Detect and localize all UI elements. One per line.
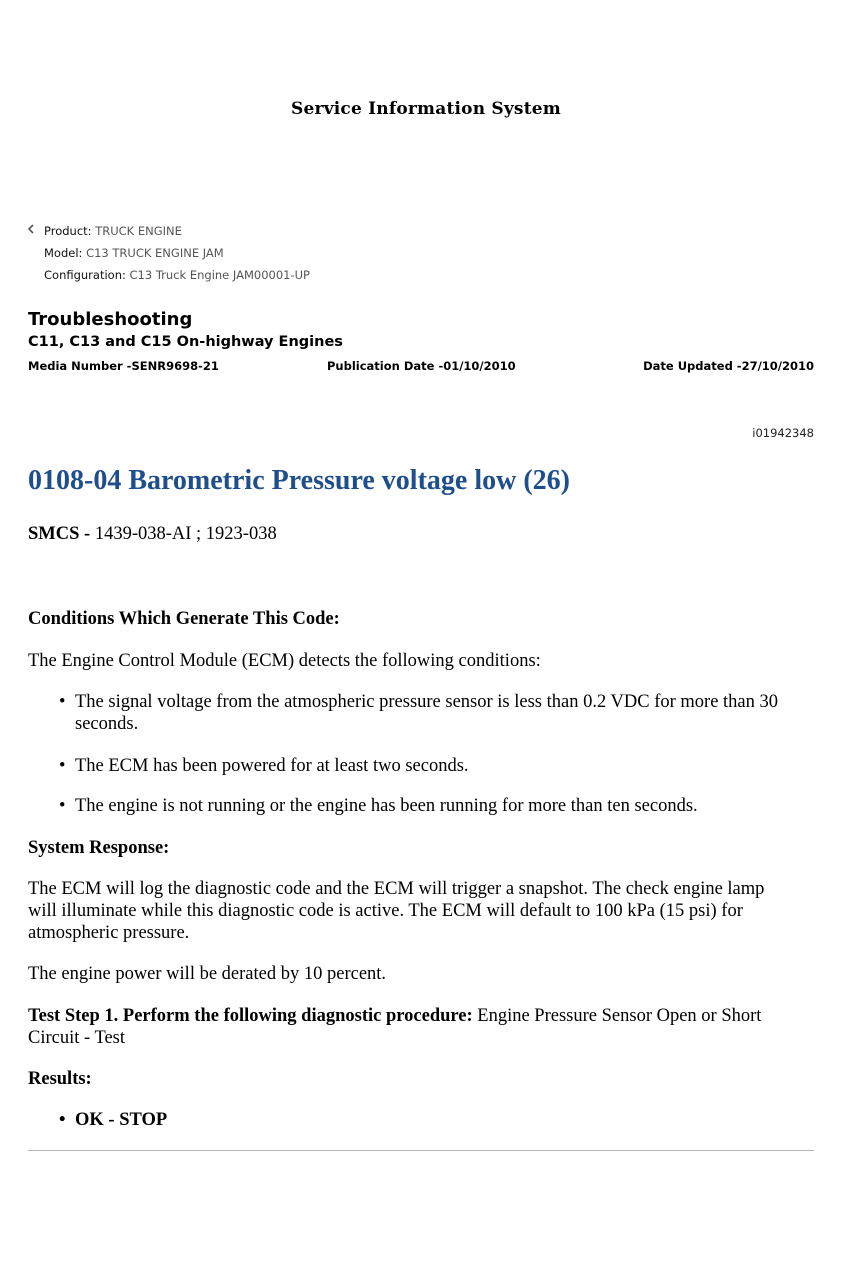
configuration-value: C13 Truck Engine JAM00001-UP <box>129 268 310 282</box>
bullet-icon: • <box>59 756 66 776</box>
list-item-text: The engine is not running or the engine has been running for more than ten seconds. <box>75 796 698 816</box>
media-number: Media Number -SENR9698-21 <box>28 359 219 373</box>
bullet-icon: • <box>59 692 66 712</box>
response-line: atmospheric pressure. <box>28 923 190 943</box>
smcs-label: SMCS - <box>28 524 91 544</box>
response-line: will illuminate while this diagnostic code is active. The ECM will default to 100 kPa (15 psi) for <box>28 901 743 921</box>
conditions-intro: The Engine Control Module (ECM) detects the following conditions: <box>28 651 541 671</box>
chevron-left-icon[interactable] <box>27 224 35 237</box>
smcs-line <box>28 523 818 545</box>
test-step-paragraph <box>28 1005 818 1049</box>
test-step-text-continued: Circuit - Test <box>28 1028 126 1048</box>
list-item-text: seconds. <box>75 714 139 734</box>
divider <box>28 1150 814 1151</box>
smcs-value: 1439-038-AI ; 1923-038 <box>90 524 277 544</box>
publication-date: Publication Date -01/10/2010 <box>327 359 516 373</box>
list-item-text: The signal voltage from the atmospheric pressure sensor is less than 0.2 VDC for more than 30 <box>75 692 779 712</box>
list-item-text: The ECM has been powered for at least two seconds. <box>75 756 469 776</box>
derate-text: The engine power will be derated by 10 percent. <box>28 964 387 984</box>
product-label: Product: <box>44 224 92 238</box>
section-heading: Troubleshooting <box>28 309 193 330</box>
system-title: Service Information System <box>291 99 561 119</box>
response-line: The ECM will log the diagnostic code and the ECM will trigger a snapshot. The check engine lamp <box>28 879 765 899</box>
bullet-icon: • <box>59 1110 66 1130</box>
document-id: i01942348 <box>752 426 814 440</box>
result-ok-stop: OK - STOP <box>75 1110 168 1130</box>
bullet-icon: • <box>59 796 66 816</box>
model-label: Model: <box>44 246 83 260</box>
configuration-label: Configuration: <box>44 268 126 282</box>
conditions-heading: Conditions Which Generate This Code: <box>28 609 340 629</box>
publication-subtitle: C11, C13 and C15 On-highway Engines <box>28 334 343 350</box>
test-step-text: Engine Pressure Sensor Open or Short <box>472 1006 762 1026</box>
product-line <box>44 224 182 238</box>
configuration-line <box>44 268 310 282</box>
product-value: TRUCK ENGINE <box>95 224 182 238</box>
model-value: C13 TRUCK ENGINE JAM <box>86 246 224 260</box>
page-title: 0108-04 Barometric Pressure voltage low (26) <box>28 465 570 496</box>
model-line <box>44 246 224 260</box>
response-heading: System Response: <box>28 838 170 858</box>
response-paragraph <box>28 878 818 944</box>
results-heading: Results: <box>28 1069 92 1089</box>
test-step-heading: Test Step 1. Perform the following diagnostic procedure: <box>28 1006 473 1026</box>
date-updated: Date Updated -27/10/2010 <box>643 359 814 373</box>
